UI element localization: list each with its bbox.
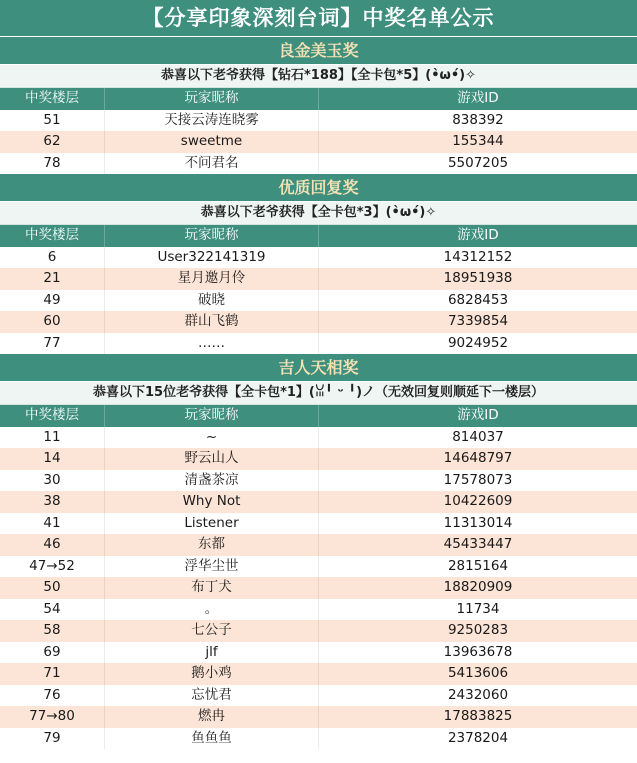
game-id-cell: 9250283: [447, 622, 509, 638]
table-row: [0, 153, 637, 175]
floor-cell: 30: [0, 470, 105, 492]
floor-cell: 77→80: [0, 706, 105, 728]
header-floor: 中奖楼层: [0, 405, 105, 427]
table-row: [0, 333, 637, 355]
game-id-cell: 18951938: [443, 270, 513, 286]
header-nickname: 玩家昵称: [105, 225, 319, 247]
game-id-cell: 13963678: [443, 643, 513, 660]
nickname-cell: 群山飞鹤: [105, 311, 319, 333]
game-id-cell: 9024952: [447, 334, 509, 351]
award-section: [0, 174, 637, 354]
nickname-cell: 鱼鱼鱼: [105, 728, 319, 750]
game-id-cell: 11313014: [443, 514, 513, 531]
floor-cell: 78: [0, 153, 105, 175]
table-header-row: [0, 405, 637, 427]
nickname-cell: 布丁犬: [105, 577, 319, 599]
table-row: [0, 470, 637, 492]
section-subtitle: 恭喜以下老爷获得【全卡包*3】(•̀ω•́)✧: [0, 202, 637, 225]
floor-cell: 14: [0, 448, 105, 470]
nickname-cell: Listener: [105, 513, 319, 535]
header-game-id: 游戏ID: [457, 227, 499, 243]
floor-cell: 76: [0, 685, 105, 707]
floor-cell: 58: [0, 620, 105, 642]
award-section: [0, 37, 637, 174]
table-row: [0, 728, 637, 750]
table-row: [0, 247, 637, 269]
floor-cell: 38: [0, 491, 105, 513]
table-row: [0, 513, 637, 535]
section-subtitle: 恭喜以下老爷获得【钻石*188】【全卡包*5】(•̀ω•́)✧: [0, 65, 637, 88]
nickname-cell: 星月邀月伶: [105, 268, 319, 290]
game-id-cell: 2378204: [447, 729, 509, 746]
table-row: [0, 427, 637, 449]
award-section: [0, 354, 637, 749]
floor-cell: 11: [0, 427, 105, 449]
nickname-cell: ……: [105, 333, 319, 355]
game-id-cell: 838392: [452, 111, 504, 128]
nickname-cell: User322141319: [105, 247, 319, 269]
nickname-cell: 破晓: [105, 290, 319, 312]
table-header-row: [0, 225, 637, 247]
game-id-cell: 17578073: [443, 471, 513, 488]
section-subtitle: 恭喜以下15位老爷获得【全卡包*1】(ꈍ╹ ᵕ ╹)ノ（无效回复则顺延下一楼层）: [0, 382, 637, 405]
nickname-cell: 燃冉: [105, 706, 319, 728]
nickname-cell: 七公子: [105, 620, 319, 642]
game-id-cell: 10422609: [443, 493, 513, 509]
floor-cell: 77: [0, 333, 105, 355]
section-title: 吉人天相奖: [0, 354, 637, 382]
game-id-cell: 5507205: [447, 154, 509, 171]
game-id-cell: 17883825: [443, 708, 513, 724]
nickname-cell: sweetme: [105, 131, 319, 153]
table-header-row: [0, 88, 637, 110]
floor-cell: 62: [0, 131, 105, 153]
floor-cell: 50: [0, 577, 105, 599]
floor-cell: 71: [0, 663, 105, 685]
table-row: [0, 620, 637, 642]
floor-cell: 54: [0, 599, 105, 621]
header-game-id: 游戏ID: [457, 90, 499, 106]
nickname-cell: ~: [105, 427, 319, 449]
floor-cell: 60: [0, 311, 105, 333]
game-id-cell: 5413606: [447, 665, 509, 681]
floor-cell: 51: [0, 110, 105, 132]
game-id-cell: 7339854: [447, 313, 509, 329]
table-row: [0, 599, 637, 621]
game-id-cell: 14312152: [443, 248, 513, 265]
game-id-cell: 2815164: [447, 557, 509, 574]
game-id-cell: 45433447: [443, 536, 513, 552]
game-id-cell: 814037: [452, 428, 504, 445]
floor-cell: 6: [0, 247, 105, 269]
sections-container: [0, 37, 637, 749]
table-row: [0, 663, 637, 685]
header-game-id: 游戏ID: [457, 407, 499, 423]
nickname-cell: Why Not: [105, 491, 319, 513]
nickname-cell: 忘忧君: [105, 685, 319, 707]
nickname-cell: 。: [105, 599, 319, 621]
game-id-cell: 18820909: [443, 579, 513, 595]
nickname-cell: 不问君名: [105, 153, 319, 175]
floor-cell: 49: [0, 290, 105, 312]
nickname-cell: 清盏茶凉: [105, 470, 319, 492]
table-row: [0, 448, 637, 470]
nickname-cell: 东都: [105, 534, 319, 556]
table-row: [0, 268, 637, 290]
game-id-cell: 6828453: [447, 291, 509, 308]
table-row: [0, 534, 637, 556]
table-row: [0, 110, 637, 132]
table-row: [0, 642, 637, 664]
table-row: [0, 290, 637, 312]
nickname-cell: 天接云涛连晓雾: [105, 110, 319, 132]
nickname-cell: 野云山人: [105, 448, 319, 470]
table-row: [0, 311, 637, 333]
nickname-cell: 鹅小鸡: [105, 663, 319, 685]
page-title: 【分享印象深刻台词】中奖名单公示: [0, 0, 637, 37]
floor-cell: 79: [0, 728, 105, 750]
floor-cell: 21: [0, 268, 105, 290]
floor-cell: 41: [0, 513, 105, 535]
game-id-cell: 2432060: [447, 686, 509, 703]
floor-cell: 46: [0, 534, 105, 556]
table-row: [0, 685, 637, 707]
game-id-cell: 14648797: [443, 450, 513, 466]
nickname-cell: 浮华尘世: [105, 556, 319, 578]
header-nickname: 玩家昵称: [105, 405, 319, 427]
floor-cell: 69: [0, 642, 105, 664]
game-id-cell: 155344: [452, 133, 504, 149]
game-id-cell: 11734: [456, 600, 500, 617]
header-floor: 中奖楼层: [0, 88, 105, 110]
section-title: 良金美玉奖: [0, 37, 637, 65]
section-title: 优质回复奖: [0, 174, 637, 202]
table-row: [0, 706, 637, 728]
header-floor: 中奖楼层: [0, 225, 105, 247]
table-row: [0, 556, 637, 578]
table-row: [0, 131, 637, 153]
header-nickname: 玩家昵称: [105, 88, 319, 110]
table-row: [0, 491, 637, 513]
table-row: [0, 577, 637, 599]
nickname-cell: jlf: [105, 642, 319, 664]
floor-cell: 47→52: [0, 556, 105, 578]
